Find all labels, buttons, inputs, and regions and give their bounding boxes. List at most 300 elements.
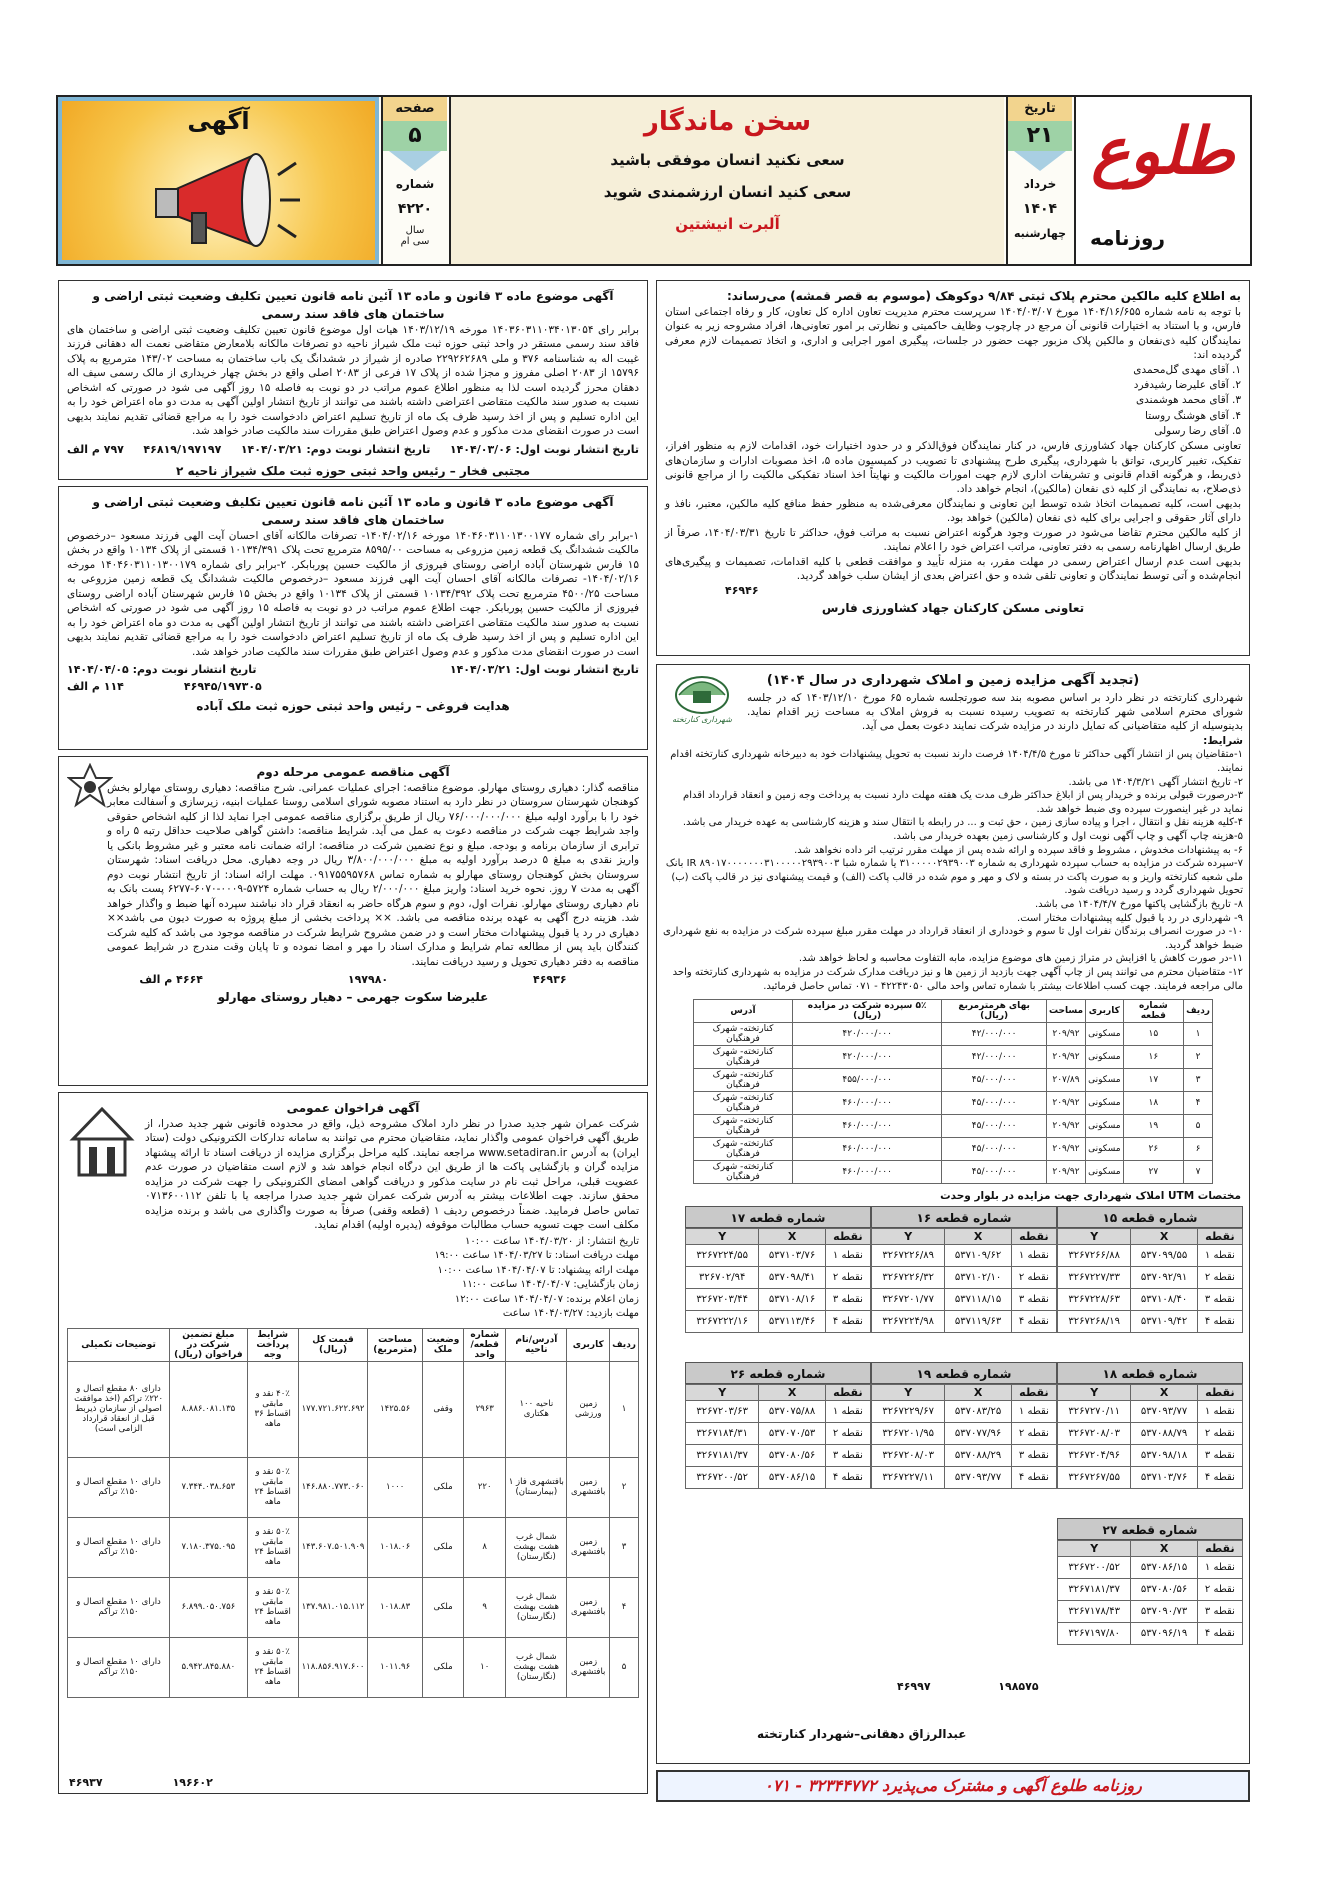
table-row xyxy=(1058,1467,1243,1489)
table-cell: ۲۷ xyxy=(1123,1161,1184,1184)
table-cell: ۳ xyxy=(1184,1069,1213,1092)
column-header: ردیف xyxy=(610,1328,639,1361)
conditions-label: شرایط: xyxy=(1203,734,1243,747)
table-cell: ۴۲/۰۰۰/۰۰۰ xyxy=(942,1023,1047,1046)
table-row xyxy=(872,1311,1057,1333)
quote-author: آلبرت انیشتین xyxy=(675,215,780,233)
column-header: X xyxy=(1131,1385,1197,1401)
volume-label: سال xyxy=(405,225,425,236)
column-header: شماره قطعه/واحد xyxy=(464,1328,506,1361)
column-header: آدرس/نام ناحیه xyxy=(506,1328,567,1361)
table-cell: ۳۲۶۷۲۲۴/۹۸ xyxy=(872,1311,945,1333)
column-header: X xyxy=(945,1229,1011,1245)
table-row xyxy=(694,1046,1213,1069)
table-cell: ۸.۸۸۶.۰۸۱.۱۳۵ xyxy=(170,1361,247,1457)
table-cell: ۲ xyxy=(1184,1046,1213,1069)
table-cell: نقطه ۳ xyxy=(1011,1445,1056,1467)
table-cell: ۴ xyxy=(1184,1092,1213,1115)
table-row xyxy=(1058,1245,1243,1267)
table-cell: ۱۰۱۸.۸۳ xyxy=(368,1577,423,1637)
table-row xyxy=(872,1401,1057,1423)
table-cell: ۴۶۰/۰۰۰/۰۰۰ xyxy=(792,1138,941,1161)
coordinate-table xyxy=(871,1228,1057,1333)
column-header: نقطه xyxy=(825,1229,870,1245)
list-item: ۷-سپرده شرکت در مزایده به حساب سپرده شهرداری به شماره ۳۱۰۰۰۰۰۲۹۳۹۰۰۳ یا شماره شبا IR ۸۹۰۱۷۰۰۰۰۰۰۰۳۱۰۰۰۰۰۲۹۳۹۰۰۳ بانک ملی شعبه کنارتخته واریز و به صورت پاکت در بسته و لاک و مهر و موم شده در قالب پاکت (الف) و قیمت پیشنهادی نیز در قالب پاکت (ب) تحویل شهرداری گردد و رسید دریافت شود. xyxy=(665,858,1243,897)
table-row xyxy=(694,1069,1213,1092)
ad-title: آگهی موضوع ماده ۳ قانون و ماده ۱۳ آئین نامه قانون تعیین تکلیف وضعیت ثبتی اراضی و ساختمان های فاقد سند رسمی xyxy=(92,289,614,321)
table-row xyxy=(694,1115,1213,1138)
table-cell: نقطه ۴ xyxy=(1011,1311,1056,1333)
parcel-coordinates xyxy=(685,1206,871,1333)
column-header: قیمت کل (ریال) xyxy=(298,1328,367,1361)
table-cell: کنارتخته- شهرک فرهنگیان xyxy=(694,1115,793,1138)
table-row xyxy=(686,1401,871,1423)
table-cell: نقطه ۱ xyxy=(1011,1245,1056,1267)
ad-code: ۱۹۶۶۰۲ xyxy=(172,1776,213,1789)
ad-cooperative xyxy=(656,280,1250,656)
table-cell: ۳۲۶۷۲۰۸/۰۳ xyxy=(1058,1423,1131,1445)
publish-date-2: تاریخ انتشار نوبت دوم: ۱۴۰۴/۰۴/۰۵ xyxy=(67,663,257,677)
table-cell: نقطه ۳ xyxy=(1197,1445,1242,1467)
column-header: ردیف xyxy=(1184,1000,1213,1023)
table-row xyxy=(1058,1579,1243,1601)
table-cell: نقطه ۱ xyxy=(825,1401,870,1423)
list-item: ۱۱-در صورت کاهش یا افزایش در متراژ زمین های موضوع مزایده، مابه التفاوت محاسبه و لحاظ خواهد شد. xyxy=(798,953,1243,965)
parcel-title: شماره قطعه ۱۵ xyxy=(1057,1206,1243,1228)
table-cell: ۲ xyxy=(610,1457,639,1517)
table-cell: ۴۶۰/۰۰۰/۰۰۰ xyxy=(792,1092,941,1115)
table-cell: نقطه ۱ xyxy=(1197,1557,1242,1579)
table-cell: ۱۴۲۵.۵۶ xyxy=(368,1361,423,1457)
table-cell: ۵۳۷۰۸۶/۱۵ xyxy=(1131,1557,1197,1579)
conditions-list xyxy=(663,748,1243,993)
quote-title: سخن ماندگار xyxy=(643,107,812,137)
table-cell: دارای ۸۰ مقطع اتصال و ۲۲۰٪ تراکم (اخذ موافقت اصولی از سازمان ذیربط قبل از انعقاد قرارداد الزامی است) xyxy=(68,1361,170,1457)
table-cell: ۵۳۷۰۹۸/۴۱ xyxy=(759,1267,825,1289)
table-row xyxy=(686,1289,871,1311)
list-item: ۴-کلیه هزینه نقل و انتقال ، اجرا و پیاده سازی زمین ، حق ثبت و ... در رابطه با انتقال سند و هزینه کارشناسی به عهده خریدار می باشد. xyxy=(682,817,1243,829)
table-cell: ۵۳۷۰۷۷/۹۶ xyxy=(945,1423,1011,1445)
table-cell: ۳۲۶۷۱۸۱/۳۷ xyxy=(1058,1579,1131,1601)
table-row xyxy=(68,1361,639,1457)
table-cell: ۴۲۰/۰۰۰/۰۰۰ xyxy=(792,1023,941,1046)
table-cell: ۳۲۶۷۲۰۳/۴۴ xyxy=(686,1289,759,1311)
table-cell: وقفی xyxy=(423,1361,464,1457)
publish-date-1: تاریخ انتشار نوبت اول: ۱۴۰۴/۰۳/۰۶ xyxy=(449,442,639,456)
table-cell: ۱۰۱۸.۰۶ xyxy=(368,1517,423,1577)
column-header: کاربری xyxy=(1086,1000,1123,1023)
table-row xyxy=(686,1445,871,1467)
list-item: ۲- تاریخ انتشار آگهی ۱۴۰۴/۳/۲۱ می باشد. xyxy=(1068,776,1243,788)
column-header: نقطه xyxy=(1011,1229,1056,1245)
column-header: نقطه xyxy=(825,1385,870,1401)
table-cell: ۴۶۰/۰۰۰/۰۰۰ xyxy=(792,1115,941,1138)
column-header: مساحت (مترمربع) xyxy=(368,1328,423,1361)
coordinate-table xyxy=(1057,1228,1243,1333)
ad-title: آگهی فراخوان عمومی xyxy=(286,1101,420,1115)
masthead xyxy=(56,95,1252,266)
table-row xyxy=(872,1467,1057,1489)
table-cell: ۵۳۷۰۸۶/۱۵ xyxy=(759,1467,825,1489)
ad-codes xyxy=(67,680,639,693)
table-cell: ۳۲۶۷۲۲۷/۱۱ xyxy=(872,1467,945,1489)
ad-land-registry-abadeh xyxy=(58,486,648,750)
dates-list xyxy=(67,1235,639,1322)
table-cell: ۱۰۰۰ xyxy=(368,1457,423,1517)
table-cell: ۴۵/۰۰۰/۰۰۰ xyxy=(942,1092,1047,1115)
table-cell: مسکونی xyxy=(1086,1069,1123,1092)
ad-code: ۱۹۸۵۷۵ xyxy=(998,1680,1039,1693)
ad-signature: عبدالرزاق دهقانی–شهردار کنارتخته xyxy=(757,1727,967,1741)
table-header-row xyxy=(872,1229,1057,1245)
ad-title: آگهی موضوع ماده ۳ قانون و ماده ۱۳ آئین نامه قانون تعیین تکلیف وضعیت ثبتی اراضی و ساختمان های فاقد سند رسمی xyxy=(92,495,614,527)
column-header: X xyxy=(759,1229,825,1245)
table-cell: ۱۴۶.۸۸۰.۷۷۳.۰۶۰ xyxy=(298,1457,367,1517)
ad-code: ۴۶۸۱۹/۱۹۷۱۹۷ xyxy=(143,442,222,456)
table-cell: نقطه ۲ xyxy=(1011,1423,1056,1445)
date-label: تاریخ xyxy=(1008,97,1072,121)
table-cell: ۲۶ xyxy=(1123,1138,1184,1161)
table-cell: مسکونی xyxy=(1086,1092,1123,1115)
table-cell: ۵ xyxy=(1184,1115,1213,1138)
ad-codes xyxy=(67,973,639,986)
table-cell: ۳۲۶۷۱۷۸/۴۳ xyxy=(1058,1601,1131,1623)
megaphone-icon xyxy=(144,145,304,255)
quote-line-1: سعی نکنید انسان موفقی باشید xyxy=(610,151,845,169)
table-row xyxy=(872,1445,1057,1467)
table-header-row xyxy=(68,1328,639,1361)
table-row xyxy=(694,1092,1213,1115)
table-cell: ۲۰۹/۹۲ xyxy=(1046,1138,1085,1161)
table-cell: ۵۰٪ نقد و مابقی اقساط ۲۴ ماهه xyxy=(247,1517,298,1577)
ad-code: ۴۶۹۳۶ xyxy=(533,973,567,987)
table-row xyxy=(872,1423,1057,1445)
table-row xyxy=(1058,1601,1243,1623)
table-row xyxy=(872,1267,1057,1289)
column-header: آدرس xyxy=(694,1000,793,1023)
column-header: Y xyxy=(872,1385,945,1401)
ad-codes xyxy=(69,1776,213,1789)
table-cell: زمین بافتشهری xyxy=(567,1577,610,1637)
table-cell: ۴۲۰/۰۰۰/۰۰۰ xyxy=(792,1046,941,1069)
table-cell: ۵۳۷۰۸۸/۲۹ xyxy=(945,1445,1011,1467)
table-row xyxy=(68,1577,639,1637)
auction-table xyxy=(693,999,1213,1184)
coordinate-table xyxy=(685,1384,871,1489)
table-cell: نقطه ۱ xyxy=(1197,1401,1242,1423)
list-item: ۳. آقای محمد هوشمندی xyxy=(1135,394,1241,407)
parcel-coordinates xyxy=(871,1206,1057,1333)
table-cell: نقطه ۳ xyxy=(1197,1601,1242,1623)
table-cell: ۵۳۷۱۰۳/۷۶ xyxy=(1131,1467,1197,1489)
table-cell: ۵۳۷۰۸۸/۷۹ xyxy=(1131,1423,1197,1445)
table-cell: نقطه ۲ xyxy=(825,1423,870,1445)
ad-title: آگهی مناقصه عمومی مرحله دوم xyxy=(256,765,450,779)
table-row xyxy=(68,1457,639,1517)
table-row xyxy=(68,1517,639,1577)
ad-body: تعاونی مسکن کارکنان جهاد کشاورزی فارس، در کنار نمایندگان فوق‌الذکر و در حدود اختیارات خود، اقدامات لازم به منظور افراز، تفکیک، تغییر کاربری، تواتق با شهرداری، پیگیری طرح پیشنهادی تا تصویب در کمیسیون ماده ۵، اخذ مصوبات ادارات و سازمان‌های ذی‌ربط، و هرگونه اقدام قانونی و تشریفات اداری لازم جهت امورات مالکیت و نهایتاً اخذ اسناد تفکیکی مالکیت را از مراجع قانونی ذی‌صلاح، به نمایندگی از کلیه ذی نفعان (مالکین)، انجام خواهد داد. xyxy=(665,440,1241,496)
table-cell: ۱۱۸.۸۵۶.۹۱۷.۶۰۰ xyxy=(298,1637,367,1697)
column-header: Y xyxy=(1058,1541,1131,1557)
ad-body: برابر رای ۱۴۰۳۶۰۳۱۱۰۳۴۰۱۳۰۵۴ مورخه ۱۴۰۳/۱۲/۱۹ هیات اول موضوع قانون تعیین تکلیف وضعیت ثبتی اراضی و ساختمان های فاقد سند رسمی مستقر در واحد ثبتی حوزه ثبت ملک شیراز ناحیه دو تصرفات مالکانه بلامعارض متقاضی نعمت اله دهقانی فرزند غیبت اله به شناسنامه ۳۷۶ و ملی ۲۲۹۲۶۲۶۸۹ صادره از شیراز در ششدانگ یک باب ساختمان به مساحت ۱۴۳/۰۲ مترمربع به پلاک ۱۵۷۹۶ از ۲۰۸۳ اصلی مفروز و مجزا شده از پلاک ۱۷ فرعی از ۲۰۸۳ اصلی واقع در بخش چهار خریداری از مالک رسمی سیف اله دهقان محرز گردیده است لذا به منظور اطلاع عموم مراتب در دو نوبت به فاصله ۱۵ روز آگهی می شود در صورتی که اشخاص نسبت به صدور سند مالکیت متقاضی اعتراضی داشته باشند می توانند از تاریخ انتشار اولین آگهی به مدت دو ماه اعتراض خود را به این اداره تسلیم و پس از اخذ رسید ظرف یک ماه از تاریخ تسلیم اعتراض دادخواست خود را به مراجع قضائی تقدیم نمایند بدیهی است در صورت انقضای مدت مذکور و عدم وصول اعتراض طبق مقررات سند مالکیت صادر خواهد شد. xyxy=(67,324,640,438)
table-cell: ۱۰۱۱.۹۶ xyxy=(368,1637,423,1697)
table-cell: دارای ۱۰ مقطع اتصال و ۱۵۰٪ تراکم xyxy=(68,1457,170,1517)
list-item: ۱-متقاضیان پس از انتشار آگهی حداکثر تا مورخ ۱۴۰۴/۴/۵ فرصت دارند نسبت به تحویل پیشنهادات خود به دبیرخانه شهرداری کنارتخته اقدام نمایند. xyxy=(670,749,1243,775)
table-row xyxy=(686,1245,871,1267)
table-cell: ۳۲۶۷۲۲۶/۸۹ xyxy=(872,1245,945,1267)
column-header: شرایط پرداخت وجه xyxy=(247,1328,298,1361)
table-cell: ۵۳۷۱۰۹/۴۲ xyxy=(1131,1311,1197,1333)
table-cell: ۱۷ xyxy=(1123,1069,1184,1092)
table-cell: ۵.۹۴۲.۸۴۵.۸۸۰ xyxy=(170,1637,247,1697)
ad-dates xyxy=(67,663,639,676)
table-cell: دارای ۱۰ مقطع اتصال و ۱۵۰٪ تراکم xyxy=(68,1577,170,1637)
table-cell: ۱۹ xyxy=(1123,1115,1184,1138)
list-item: ۴. آقای هوشنگ روستا xyxy=(1145,409,1241,422)
table-row xyxy=(1058,1445,1243,1467)
table-cell: ۷ xyxy=(1184,1161,1213,1184)
chevron-down-icon xyxy=(389,151,441,171)
column-header: Y xyxy=(1058,1385,1131,1401)
ad-code: ۱۹۷۹۸۰ xyxy=(347,973,389,987)
table-cell: دارای ۱۰ مقطع اتصال و ۱۵۰٪ تراکم xyxy=(68,1637,170,1697)
table-cell: ۵۳۷۰۷۵/۸۸ xyxy=(759,1401,825,1423)
page-number: ۵ xyxy=(383,121,447,151)
table-cell: ۵۳۷۱۰۹/۶۲ xyxy=(945,1245,1011,1267)
table-cell: مسکونی xyxy=(1086,1115,1123,1138)
date-month: خرداد xyxy=(1023,177,1057,191)
list-item: ۵. آقای رضا رسولی xyxy=(1154,424,1241,437)
table-cell: ۲۰۹/۹۲ xyxy=(1046,1023,1085,1046)
table-cell: ۴۵/۰۰۰/۰۰۰ xyxy=(942,1138,1047,1161)
table-cell: ۳ xyxy=(610,1517,639,1577)
table-cell: ۱۰ xyxy=(464,1637,506,1697)
table-cell: نقطه ۲ xyxy=(1011,1267,1056,1289)
column-header: مساحت xyxy=(1046,1000,1085,1023)
list-item: ۱۰- در صورت انصراف برندگان نفرات اول تا سوم و خودداری از انعقاد قرارداد در مهلت مقرر مبلغ سپرده شرکت در مزایده به نفع شهرداری ضبط خواهد گردید. xyxy=(663,926,1243,951)
ad-code: ۷۹۷ م الف xyxy=(67,442,124,456)
table-cell: ۴۵/۰۰۰/۰۰۰ xyxy=(942,1161,1047,1184)
table-cell: کنارتخته- شهرک فرهنگیان xyxy=(694,1161,793,1184)
list-item: ۸- تاریخ بازگشایی پاکتها مورخ ۱۴۰۴/۴/۷ می باشد. xyxy=(1034,898,1243,910)
column-header: توضیحات تکمیلی xyxy=(68,1328,170,1361)
table-cell: نقطه ۴ xyxy=(1197,1467,1242,1489)
column-header: X xyxy=(1131,1229,1197,1245)
table-cell: ۵۳۷۰۹۲/۹۱ xyxy=(1131,1267,1197,1289)
logo-block xyxy=(1074,97,1250,264)
footer-banner xyxy=(656,1770,1250,1802)
column-header: نقطه xyxy=(1197,1229,1242,1245)
auction-table-body xyxy=(694,1023,1213,1184)
table-cell: ۲۰۹/۹۲ xyxy=(1046,1092,1085,1115)
parcel-coordinates xyxy=(685,1362,871,1489)
table-cell: نقطه ۱ xyxy=(825,1245,870,1267)
ad-codes xyxy=(897,1680,1039,1693)
table-row xyxy=(1058,1401,1243,1423)
table-cell: ۶ xyxy=(1184,1138,1213,1161)
coordinate-grid xyxy=(663,1206,1243,1676)
ad-code: ۴۶۹۴۶ xyxy=(725,583,759,597)
table-row xyxy=(686,1311,871,1333)
seal-text: شهرداری کنارتخته xyxy=(672,715,732,724)
table-cell: ۱۷۷.۷۲۱.۶۲۲.۶۹۲ xyxy=(298,1361,367,1457)
ad-signature: مجتبی فخار – رئیس واحد ثبتی حوزه ثبت ملک شیراز ناحیه ۲ xyxy=(176,463,530,478)
table-header-row xyxy=(686,1229,871,1245)
table-row xyxy=(694,1023,1213,1046)
logo: طلوع xyxy=(1091,114,1235,189)
table-cell: نقطه ۲ xyxy=(1197,1579,1242,1601)
utm-note: مختصات UTM املاک شهرداری جهت مزایده در بلوار وحدت xyxy=(940,1190,1241,1203)
table-cell: ملکی xyxy=(423,1637,464,1697)
list-item: ۵-هزینه چاپ آگهی و چاپ آگهی نوبت اول و کارشناسی زمین بعهده خریدار می باشد. xyxy=(893,831,1243,842)
coordinate-table xyxy=(685,1228,871,1333)
issue-number: ۴۲۲۰ xyxy=(397,201,433,217)
table-cell: ۵۳۷۰۸۰/۵۶ xyxy=(1131,1579,1197,1601)
building-logo-icon xyxy=(67,1101,137,1181)
ad-code: ۴۶۹۳۷ xyxy=(69,1776,103,1789)
table-cell: ۳۲۶۷۲۰۰/۵۲ xyxy=(686,1467,759,1489)
table-cell: ۵۳۷۱۰۸/۴۰ xyxy=(1131,1289,1197,1311)
date-year: ۱۴۰۴ xyxy=(1022,201,1058,217)
table-cell: دارای ۱۰ مقطع اتصال و ۱۵۰٪ تراکم xyxy=(68,1517,170,1577)
table-cell: ۷.۳۴۴.۰۳۸.۶۵۳ xyxy=(170,1457,247,1517)
table-cell: ۵۰٪ نقد و مابقی اقساط ۲۴ ماهه xyxy=(247,1637,298,1697)
table-cell: ۳۲۶۷۱۸۴/۳۱ xyxy=(686,1423,759,1445)
table-cell: ۱۳۷.۹۸۱.۰۱۵.۱۱۲ xyxy=(298,1577,367,1637)
table-cell: نقطه ۴ xyxy=(825,1311,870,1333)
table-cell: کنارتخته- شهرک فرهنگیان xyxy=(694,1069,793,1092)
table-cell: ۱۸ xyxy=(1123,1092,1184,1115)
table-cell: کنارتخته- شهرک فرهنگیان xyxy=(694,1023,793,1046)
table-cell: ۲۹۶۳ xyxy=(464,1361,506,1457)
table-cell: زمین بافتشهری xyxy=(567,1517,610,1577)
column-header: نقطه xyxy=(1197,1385,1242,1401)
table-cell: ۷.۱۸۰.۳۷۵.۰۹۵ xyxy=(170,1517,247,1577)
coordinate-table xyxy=(871,1384,1057,1489)
table-cell: مسکونی xyxy=(1086,1138,1123,1161)
table-row xyxy=(872,1245,1057,1267)
table-cell: نقطه ۲ xyxy=(825,1267,870,1289)
date-day: ۲۱ xyxy=(1008,121,1072,151)
column-header: نقطه xyxy=(1197,1541,1242,1557)
volume-value: سی ام xyxy=(400,236,430,247)
table-row xyxy=(872,1289,1057,1311)
parcel-title: شماره قطعه ۲۶ xyxy=(685,1362,871,1384)
member-list xyxy=(665,363,1241,439)
table-cell: کنارتخته- شهرک فرهنگیان xyxy=(694,1138,793,1161)
table-cell: ۵۰٪ نقد و مابقی اقساط ۲۴ ماهه xyxy=(247,1577,298,1637)
column-header: Y xyxy=(686,1229,759,1245)
table-cell: شمال غرب هشت بهشت (نگارستان) xyxy=(506,1637,567,1697)
column-header: X xyxy=(1131,1541,1197,1557)
table-cell: شمال غرب هشت بهشت (نگارستان) xyxy=(506,1517,567,1577)
column-header: کاربری xyxy=(567,1328,610,1361)
ad-title: به اطلاع کلیه مالکین محترم پلاک ثبتی ۹/۸۴ دوکوهک (موسوم به قصر قمشه) می‌رساند: xyxy=(726,289,1241,303)
logo-subtitle: روزنامه xyxy=(1090,226,1165,250)
table-cell: زمین بافتشهری xyxy=(567,1457,610,1517)
table-cell: نقطه ۴ xyxy=(825,1467,870,1489)
table-cell: ۳۲۶۷۲۰۰/۵۲ xyxy=(1058,1557,1131,1579)
table-cell: نقطه ۳ xyxy=(1011,1289,1056,1311)
table-cell: ۵۳۷۰۷۰/۵۳ xyxy=(759,1423,825,1445)
table-row xyxy=(694,1138,1213,1161)
table-cell: ۴۰٪ نقد و مابقی اقساط ۳۶ ماهه xyxy=(247,1361,298,1457)
ad-auction xyxy=(656,664,1250,1764)
ad-code: ۴۶۹۹۷ xyxy=(897,1680,931,1693)
table-cell: نقطه ۴ xyxy=(1197,1623,1242,1645)
table-cell: ۴ xyxy=(610,1577,639,1637)
ad-land-registry-shiraz xyxy=(58,280,648,480)
table-row xyxy=(1058,1267,1243,1289)
table-cell: بافتشهری فاز ۱ (بیمارستان) xyxy=(506,1457,567,1517)
table-cell: نقطه ۲ xyxy=(1197,1267,1242,1289)
table-cell: ۳۲۶۷۲۶۶/۸۸ xyxy=(1058,1245,1131,1267)
table-cell: ۳۲۶۷۲۰۱/۷۷ xyxy=(872,1289,945,1311)
table-row xyxy=(1058,1289,1243,1311)
ad-body: شرکت عمران شهر جدید صدرا در نظر دارد املاک مشروحه ذیل، واقع در محدوده قانونی شهر جدید صدرا، از طریق آگهی فراخوان عمومی واگذار نماید، متقاضیان محترم می توانند به سامانه تدارکات الکترونیکی دولت (ستاد ایران) به آدرس www.setadiran.ir مراجعه نمایند. کلیه مراحل برگزاری مزایده از دریافت اسناد تا ارائه پیشنهاد مزایده گران و بازگشایی پاکت ها از طریق این درگاه انجام خواهد شد و لازم است متقاضیان در صورت عدم عضویت قبلی، مراحل ثبت نام در سایت مذکور و دریافت گواهی امضای الکترونیکی را جهت شرکت در مزایده محقق سازند. جهت اطلاعات بیشتر به آدرس شرکت عمران شهر جدید صدرا مراجعه یا با تلفن ۰۷۱۳۶۰۰۱۱۲ تماس حاصل فرمایید. ضمناً درخصوص ردیف ۱ (قطعه وقفی) صرفاً به صورت واگذاری می باشد و برنده مزایده مکلف است جهت تسویه حساب مطالبات موقوفه (یدیره اولیه) اقدام نماید. xyxy=(145,1118,639,1232)
ad-sadra-call xyxy=(58,1092,648,1794)
table-cell: مسکونی xyxy=(1086,1161,1123,1184)
table-cell: شمال غرب هشت بهشت (نگارستان) xyxy=(506,1577,567,1637)
ad-signature: علیرضا سکوت جهرمی – دهیار روستای مهارلو xyxy=(217,990,489,1005)
table-cell: ۱۴۳.۶۰۷.۵۰۱.۹۰۹ xyxy=(298,1517,367,1577)
ad-body: بدیهی است عدم ارسال اعتراض رسمی در مهلت مقرر، به منزله تأیید و موافقت قطعی با کلیه اقدامات، تصمیمات و پیگیری‌های انجام‌شده و آتی توسط نمایندگان و تعاونی تلقی شده و حق اعتراض بعدی از ایشان سلب خواهد گردید. xyxy=(665,555,1241,583)
ad-body: با توجه به نامه شماره ۱۴۰۴/۱۶/۶۵۵ مورخ ۱۴۰۴/۰۳/۰۷ سرپرست محترم مدیریت تعاون اداره کل تعاون، کار و رفاه اجتماعی استان فارس، و با استناد به اختیارات قانونی آن مرجع در چارچوب وظایف حاکمیتی و نظارتی بر امور تعاونی‌ها، افراد مشروحه زیر به عنوان نمایندگان کلیه ذی‌نفعان و مالکین پلاک مزبور جهت حضور در جلسات، پیگیری امور اجرایی و اداری، و اتخاذ تصمیمات لازم معرفی گردیده اند: xyxy=(665,306,1241,362)
list-item: مهلت دریافت اسناد: تا ۱۴۰۴/۰۳/۲۷ ساعت ۱۹:۰۰ xyxy=(434,1250,639,1262)
table-cell: ۴۵/۰۰۰/۰۰۰ xyxy=(942,1069,1047,1092)
list-item: ۹- شهرداری در رد یا قبول کلیه پیشنهادات مختار است. xyxy=(1017,912,1243,924)
page-column xyxy=(381,97,447,264)
table-cell: ۵ xyxy=(610,1637,639,1697)
table-cell: ۲۰۷/۸۹ xyxy=(1046,1069,1085,1092)
ad-signature: هدایت فروغی – رئیس واحد ثبتی حوزه ثبت ملک آباده xyxy=(196,699,510,714)
column-header: ۵٪ سپرده شرکت در مزایده (ریال) xyxy=(792,1000,941,1023)
table-cell: ۵۳۷۱۱۸/۱۵ xyxy=(945,1289,1011,1311)
table-row xyxy=(1058,1423,1243,1445)
table-cell: زمین بافتشهری xyxy=(567,1637,610,1697)
table-cell: ۳۲۶۷۲۰۸/۰۳ xyxy=(872,1445,945,1467)
table-cell: ۶.۸۹۹.۰۵۰.۷۵۶ xyxy=(170,1577,247,1637)
quote-line-2: سعی کنید انسان ارزشمندی شوید xyxy=(603,183,852,201)
table-cell: ۵۳۷۰۹۸/۱۸ xyxy=(1131,1445,1197,1467)
table-cell: ۳۲۶۷۲۲۴/۵۵ xyxy=(686,1245,759,1267)
table-cell: ملکی xyxy=(423,1517,464,1577)
table-cell: مسکونی xyxy=(1086,1046,1123,1069)
table-cell: زمین ورزشی xyxy=(567,1361,610,1457)
table-cell: ۳۲۶۷۲۰۳/۶۳ xyxy=(686,1401,759,1423)
ad-body: ۱-برابر رای شماره ۱۴۰۴۶۰۳۱۱۰۱۳۰۰۱۷۷ مورخه ۱۴۰۴/۰۲/۱۶- تصرفات مالکانه آقای احسان آیت الهی فرزند مسعود –درخصوص مالکیت ششدانگ یک قطعه زمین مزروعی به مساحت ۸۵۹۵/۰۰ مترمربع تحت پلاک ۱۰۱۳۴/۳۹۱ قسمتی از پلاک ۱۰۱۳۴ واقع در بخش ۱۵ فارس شهرستان آباده اراضی روستای فیروزی از مالکیت حسین پوربابکر. ۲-برابر رای شماره ۱۴۰۴۶۰۳۱۱۰۱۳۰۰۱۷۹ مورخه ۱۴۰۴/۰۲/۱۶- تصرفات مالکانه آقای احسان آیت الهی فرزند مسعود –درخصوص مالکیت ششدانگ یک قطعه زمین مزروعی به مساحت ۴۵۰۰/۲۵ مترمربع تحت پلاک ۱۰۱۳۴/۳۹۲ قسمتی از پلاک ۱۰۱۳۴ واقع در بخش ۱۵ فارس شهرستان آباده اراضی روستای فیروزی از مالکیت حسین پوربابکر. جهت اطلاع عموم مراتب در دو نوبت به فاصله ۱۵ روز آگهی می شود در صورتی که اشخاص نسبت به صدور سند مالکیت متقاضی اعتراضی داشته باشند می توانند از تاریخ انتشار اولین آگهی به مدت دو ماه اعتراض خود را به این اداره تسلیم و پس از اخذ رسید ظرف یک ماه از تاریخ تسلیم اعتراض دادخواست خود را به مراجع قضائی تقدیم نمایند بدیهی است در صورت انقضای مدت مذکور و عدم وصول اعتراض طبق مقررات سند مالکیت صادر خواهد شد. xyxy=(67,530,640,658)
municipality-seal-icon xyxy=(665,669,739,739)
column-header: X xyxy=(759,1385,825,1401)
table-cell: ۲۰۹/۹۲ xyxy=(1046,1046,1085,1069)
table-row xyxy=(686,1467,871,1489)
column-header: شماره قطعه xyxy=(1123,1000,1184,1023)
table-cell: نقطه ۱ xyxy=(1197,1245,1242,1267)
column-header: Y xyxy=(872,1229,945,1245)
parcel-title: شماره قطعه ۱۸ xyxy=(1057,1362,1243,1384)
table-cell: ۵۳۷۰۹۳/۷۷ xyxy=(1131,1401,1197,1423)
ad-body: شهرداری کنارتخته در نظر دارد بر اساس مصوبه بند سه صورتجلسه شماره ۶۵ مورخ ۱۴۰۳/۱۲/۱۰ که در جلسه شورای محترم اسلامی شهر کنارتخته به تصویب رسیده نسبت به فروش املاک به مساحت زیر اقدام نماید. بدینوسیله از کلیه متقاضیانی که تمایل دارند در مزایده شرکت نمایند دعوت بعمل می آید. xyxy=(747,691,1243,733)
emblem-icon xyxy=(67,763,113,809)
ad-body: مناقصه گذار: دهیاری روستای مهارلو. موضوع مناقصه: اجرای عملیات عمرانی. شرح مناقصه: دهیاری روستای مهارلو بخش کوهنجان شهرستان سروستان در نظر دارد به استناد مصوبه شورای اسلامی روستا عملیات ابنیه، زیرسازی و آسفالت معابر خود را با برآورد اولیه مبلغ ۷۶/۰۰۰/۰۰۰/۰۰۰ ریال از طریق برگزاری مناقصه عمومی اجرا نماید لذا از کلیه اشخاص حقوقی واجد شرایط جهت شرکت در مناقصه دعوت به عمل می آید. شرایط مناقصه: داشتن گواهی صلاحیت حداقل رتبه ۵ راه و ترابری از سازمان برنامه و بودجه. مبلغ و نوع تضمین شرکت در مناقصه: ارائه ضمانت نامه معتبر و غیر مشروط بانکی یا واریز نقدی به مبلغ ۵ درصد برآورد اولیه به مبلغ ۳/۸۰۰/۰۰۰/۰۰۰ ریال در وجه دهیاری. محل دریافت اسناد: شهرستان سروستان بخش کوهنجان روستای مهارلو به شماره تماس ۰۹۱۷۵۵۹۵۷۶۸. مهلت ارائه اسناد: از تاریخ انتشار نوبت دوم آگهی به مدت ۷ روز. نحوه خرید اسناد: واریز مبلغ ۲/۰۰۰/۰۰۰ ریال به حساب شماره ۵۷۲۴-۰۰۰۹-۶۰۷۰-۶۲۷۷ پست بانک به نام دهیاری روستای مهارلو. نفرات اول، دوم و سوم هرگاه حاضر به انعقاد قرار داد نباشند سپرده آنها ضبط و واگذار خواهد شد. هزینه درج آگهی به عهده برنده مناقصه می باشد. ×× پرداخت بخشی از مبلغ پروژه به صورت دیون می باشد×× دهیاری در رد یا قبول پیشنهادات مختار است و در ضمن مشروح شرایط شرکت در مناقصه موجود می باشد که کلیه شرکت کنندگان باید پس از مطالعه تمام شرایط و مدارک اسناد را مهر و امضا نموده و تا پایان وقت مندرج در شرایط عمومی مناقصه به دفتر دهیاری تحویل و رسید دریافت نمایند. xyxy=(107,782,640,968)
column-header: وضعیت ملک xyxy=(423,1328,464,1361)
table-cell: نقطه ۴ xyxy=(1011,1467,1056,1489)
column-header: بهای هرمترمربع (ریال) xyxy=(942,1000,1047,1023)
table-cell: نقطه ۳ xyxy=(1197,1289,1242,1311)
table-cell: ۲۰۹/۹۲ xyxy=(1046,1115,1085,1138)
quote-block xyxy=(449,97,1004,264)
table-cell: ۳۲۶۷۱۸۱/۳۷ xyxy=(686,1445,759,1467)
